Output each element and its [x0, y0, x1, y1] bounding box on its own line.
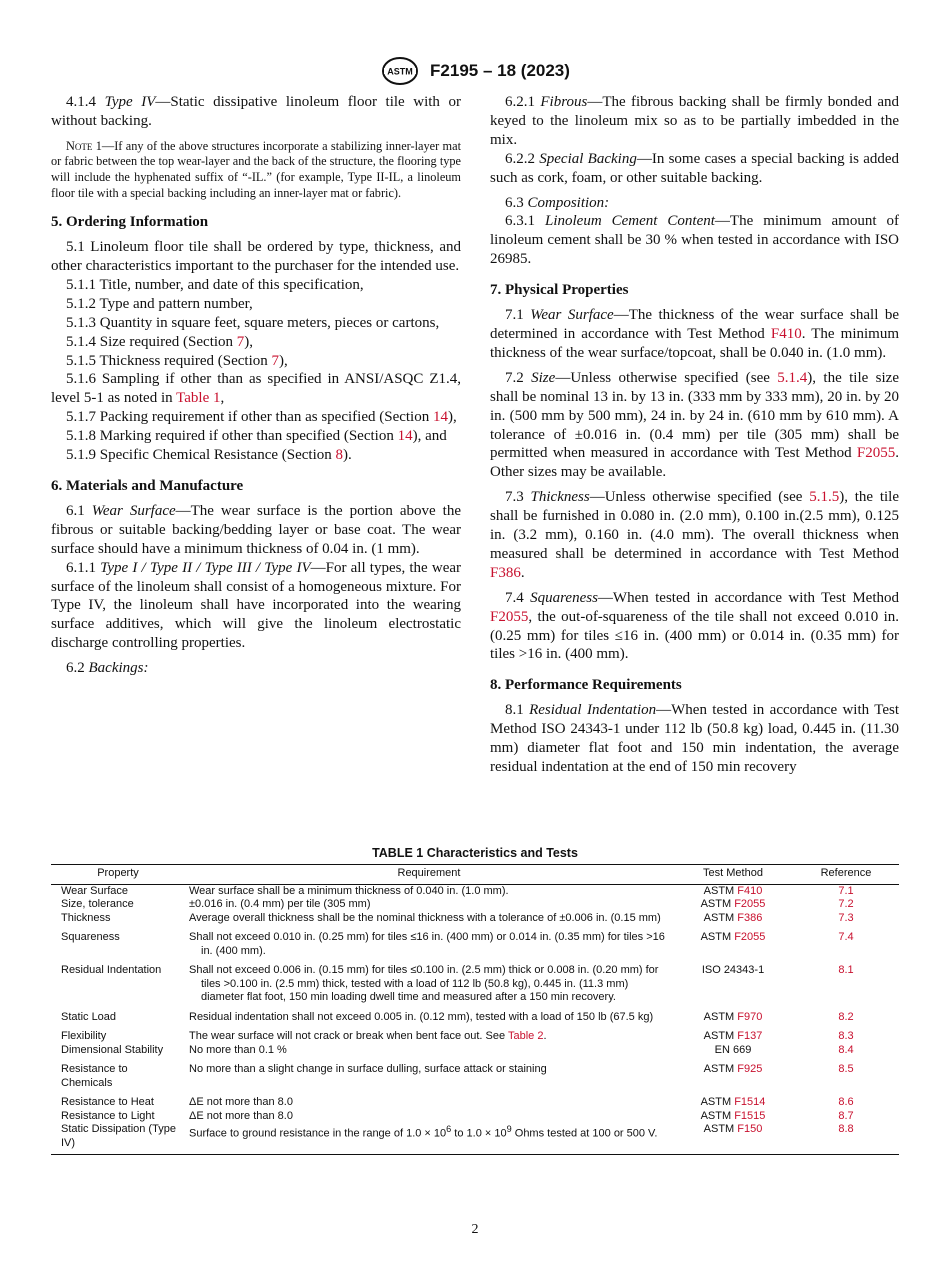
link-f2055[interactable]: F2055 [490, 608, 529, 625]
section-6-2: 6.2 Backings: [66, 660, 149, 677]
link-ref-8-7[interactable]: 8.7 [838, 1109, 854, 1122]
heading-physical-properties: 7. Physical Properties [490, 282, 629, 299]
section-5-1-6: 5.1.6 Sampling if other than as specified in ANSI/ASQC Z1.4, level 5-1 as noted in Table 1, [51, 371, 461, 407]
heading-materials-and-manufacture: 6. Materials and Manufacture [51, 477, 244, 494]
section-7-1: 7.1 Wear Surface—The thickness of the wear surface shall be determined in accordance with Test Method F410. The minimum thickness of the wear surface/topcoat, shall be 0.040 in. (1.0 mm). [490, 307, 900, 361]
section-6-3: 6.3 Composition: [505, 194, 610, 211]
section-6-1-1: 6.1.1 Type I / Type II / Type III / Type IV—For all types, the wear surface of the linoleum shall consist of a homogeneous mixture. For Type IV, the linoleum shall have incorporated into the wearing surface additives, which will give the linoleum electrostatic discharge controlling properties. [51, 559, 462, 652]
table-row: Dimensional Stability No more than 0.1 % EN 669 8.4 [51, 1044, 899, 1064]
link-ref-8-6[interactable]: 8.6 [838, 1096, 854, 1108]
link-ref-8-1[interactable]: 8.1 [838, 964, 854, 976]
link-f410[interactable]: F410 [770, 325, 802, 342]
section-8-1: 8.1 Residual Indentation—When tested in accordance with Test Method ISO 24343-1 under 112 lb (50.8 kg) load, 0.445 in. (11.30 mm) diameter flat foot and 150 min indentation, the average residual indentation at the end of 150 min recovery [490, 702, 899, 775]
section-6-2-2: 6.2.2 Special Backing—In some cases a special backing is added such as cork, foam, or other suitable backing. [490, 150, 900, 186]
table-row: Residual Indentation Shall not exceed 0.006 in. (0.15 mm) for tiles ≤0.100 in. (2.5 mm) thick or 0.008 in. (0.20 mm) for tiles >0.100 in. (2.5 mm) thick, tested with a load of 112 lb (50.8 kg), 0.445 in. (11.3 mm) diameter flat foot, 150 min loading dwell time and measured after a 150 min recovery. ISO 24343-1 8.1 [51, 964, 899, 1011]
link-section-8[interactable]: 8 [335, 447, 344, 464]
column-header-test-method: Test Method [673, 865, 793, 885]
column-header-property: Property [51, 865, 185, 885]
section-5-1-1: 5.1.1 Title, number, and date of this specification, [66, 276, 364, 293]
astm-logo-icon [380, 56, 420, 86]
section-5-1-5: 5.1.5 Thickness required (Section 7), [66, 352, 288, 369]
page-number: 2 [471, 1222, 479, 1237]
link-ref-8-4[interactable]: 8.4 [838, 1043, 854, 1056]
link-f1515[interactable]: F1515 [734, 1109, 766, 1122]
left-column [51, 93, 461, 678]
table-row: Flexibility The wear surface will not crack or break when bent face out. See Table 2. ASTM F137 8.3 [51, 1030, 899, 1044]
link-5-1-4[interactable]: 5.1.4 [777, 369, 808, 386]
heading-ordering-information: 5. Ordering Information [51, 214, 209, 231]
table-row: Size, tolerance ±0.016 in. (0.4 mm) per tile (305 mm) ASTM F2055 7.2 [51, 898, 899, 912]
section-5-1-8: 5.1.8 Marking required if other than specified (Section 14), and [66, 428, 447, 445]
characteristics-table [51, 864, 899, 1155]
link-section-14[interactable]: 14 [432, 409, 448, 426]
page-header [0, 56, 950, 86]
link-ref-8-5[interactable]: 8.5 [838, 1063, 854, 1075]
link-f2055[interactable]: F2055 [856, 445, 896, 462]
svg-text:ASTM: ASTM [387, 66, 413, 77]
section-5-1-2: 5.1.2 Type and pattern number, [66, 295, 253, 312]
column-header-reference: Reference [793, 865, 899, 885]
link-section-7[interactable]: 7 [271, 352, 280, 369]
link-ref-7-3[interactable]: 7.3 [838, 911, 854, 924]
document-designation: F2195 – 18 (2023) [430, 61, 570, 80]
section-5-1: 5.1 Linoleum floor tile shall be ordered by type, thickness, and other characteristics important to the purchaser for the intended use. [51, 239, 461, 274]
link-f150[interactable]: F150 [737, 1123, 763, 1135]
link-f410[interactable]: F410 [737, 884, 763, 897]
link-f2055[interactable]: F2055 [734, 931, 766, 943]
link-f970[interactable]: F970 [737, 1010, 763, 1023]
section-6-1: 6.1 Wear Surface—The wear surface is the portion above the fibrous or suitable backing/bedding layer or base coat. The wear surface should have a minimum thickness of 0.04 in. (1 mm). [51, 502, 461, 557]
table-row: Resistance to Chemicals No more than a slight change in surface dulling, surface attack or staining ASTM F925 8.5 [51, 1063, 899, 1096]
section-5-1-3: 5.1.3 Quantity in square feet, square meters, pieces or cartons, [66, 314, 440, 331]
link-f137[interactable]: F137 [737, 1030, 763, 1042]
section-6-3-1: 6.3.1 Linoleum Cement Content—The minimum amount of linoleum cement shall be 30 % when tested in accordance with ISO 26985. [490, 213, 899, 268]
link-f386[interactable]: F386 [737, 911, 763, 924]
table-row: Wear Surface Wear surface shall be a minimum thickness of 0.040 in. (1.0 mm). ASTM F410 7.1 [51, 884, 899, 898]
link-f1514[interactable]: F1514 [734, 1096, 766, 1108]
link-ref-7-1[interactable]: 7.1 [838, 884, 854, 897]
table-row: Static Dissipation (Type IV) Surface to ground resistance in the range of $1.0 \times 10^6$ to $1.0 \times 10^9$ Ohms tested at 100 or 500 V. ASTM F150 8.8 [51, 1123, 899, 1155]
right-column [490, 93, 899, 777]
table-header-row [51, 865, 899, 885]
section-4-1-4: 4.1.4 Type IV—Static dissipative linoleum floor tile with or without backing. [51, 94, 462, 129]
link-ref-7-2[interactable]: 7.2 [838, 898, 854, 910]
table-row: Thickness Average overall thickness shall be the nominal thickness with a tolerance of ±0.006 in. (0.15 mm) ASTM F386 7.3 [51, 912, 899, 932]
heading-performance-requirements: 8. Performance Requirements [490, 677, 682, 694]
link-f925[interactable]: F925 [737, 1063, 763, 1075]
link-table-2[interactable]: Table 2 [507, 1030, 544, 1042]
link-f2055[interactable]: F2055 [734, 898, 766, 910]
link-5-1-5[interactable]: 5.1.5 [809, 489, 840, 506]
link-f386[interactable]: F386 [490, 564, 521, 581]
link-ref-7-4[interactable]: 7.4 [838, 931, 854, 943]
section-7-3: 7.3 Thickness—Unless otherwise specified (see 5.1.5), the tile shall be furnished in 0.080 in. (2.0 mm), 0.100 in.(2.5 mm), 0.125 in. (3.2 mm), 0.160 in. (4.0 mm). The overall thickness when measured shall be determined in accordance with Test Method F386. [490, 489, 900, 581]
table-row: Static Load Residual indentation shall not exceed 0.005 in. (0.12 mm), tested with a load of 150 lb (67.5 kg) ASTM F970 8.2 [51, 1011, 899, 1031]
section-5-1-9: 5.1.9 Specific Chemical Resistance (Section 8). [66, 447, 352, 464]
section-6-2-1: 6.2.1 Fibrous—The fibrous backing shall be firmly bonded and keyed to the linoleum mix so as to be partially imbedded in the mix. [490, 94, 899, 148]
table-row: Resistance to Heat ΔE not more than 8.0 ASTM F1514 8.6 [51, 1096, 899, 1110]
link-ref-8-2[interactable]: 8.2 [838, 1010, 854, 1023]
section-5-1-4: 5.1.4 Size required (Section 7), [66, 333, 254, 350]
section-7-4: 7.4 Squareness—When tested in accordance with Test Method F2055, the out-of-squareness of the tile shall not exceed 0.010 in. (0.25 mm) for tiles ≤16 in. (400 mm) or 0.014 in. (0.35 mm) for tiles >16 in. (400 mm). [490, 589, 900, 663]
link-table-1[interactable]: Table 1 [176, 390, 221, 407]
column-header-requirement: Requirement [185, 865, 673, 885]
table-row: Resistance to Light ΔE not more than 8.0 ASTM F1515 8.7 [51, 1110, 899, 1124]
link-section-14[interactable]: 14 [397, 428, 413, 445]
table-1 [51, 846, 899, 1155]
link-ref-8-3[interactable]: 8.3 [838, 1030, 854, 1042]
note-1: Note 1—If any of the above structures incorporate a stabilizing inner-layer mat or fabric between the top wear-layer and the back of the structure, the flooring type will include the hyphenated suffix of “-IL.” (for example, Type II-IL, a linoleum floor tile with a special backing including an inner-layer mat or fabric). [51, 138, 461, 200]
table-title: TABLE 1 Characteristics and Tests [372, 846, 578, 860]
table-row: Squareness Shall not exceed 0.010 in. (0.25 mm) for tiles ≤16 in. (400 mm) or 0.014 in. (0.35 mm) for tiles >16 in. (400 mm). ASTM F2055 7.4 [51, 931, 899, 964]
section-5-1-7: 5.1.7 Packing requirement if other than as specified (Section 14), [66, 409, 457, 426]
section-7-2: 7.2 Size—Unless otherwise specified (see 5.1.4), the tile size shall be nominal 13 in. by 13 in. (333 mm by 333 mm), 20 in. by 20 in. (500 mm by 500 mm), 24 in. by 24 in. (610 mm by 610 mm). A tolerance of ±0.016 in. (0.4 mm) per tile (305 mm) shall be permitted when measured in accordance with Test Method F2055. Other sizes may be available. [490, 369, 900, 481]
link-ref-8-8[interactable]: 8.8 [793, 1123, 899, 1155]
link-section-7[interactable]: 7 [236, 333, 245, 350]
